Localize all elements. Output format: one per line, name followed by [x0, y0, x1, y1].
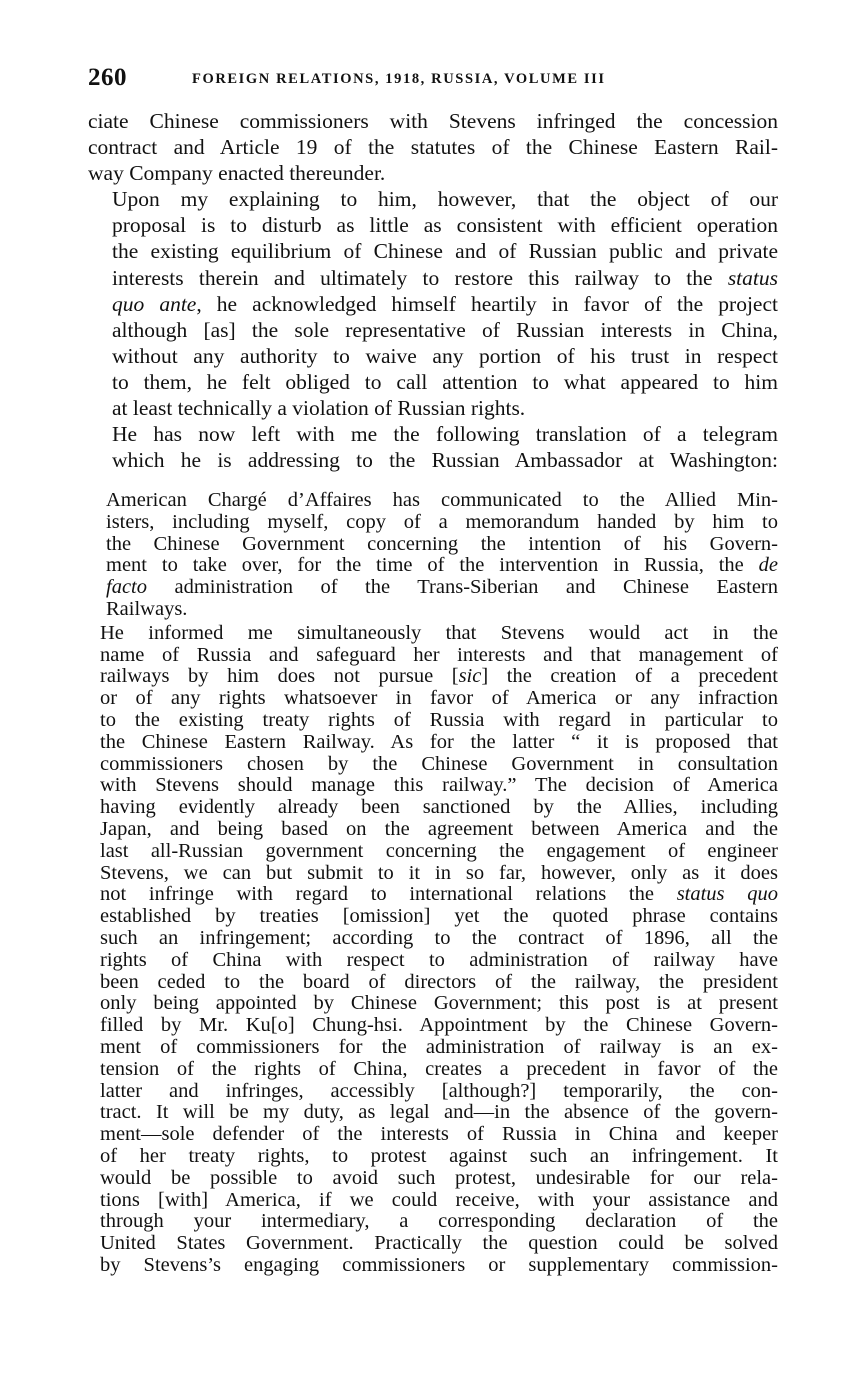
- text-line: facto administration of the Trans-Siberian and Chinese Eastern: [106, 576, 778, 599]
- text-line: proposal is to disturb as little as consistent with efficient operation: [112, 213, 778, 238]
- text-line: without any authority to waive any portion of his trust in respect: [112, 343, 778, 368]
- text-line: quo ante, he acknowledged himself heartily in favor of the project: [112, 291, 778, 316]
- text-line: tions [with] America, if we could receive, with your assistance and: [100, 1188, 778, 1211]
- text-line: rights of China with respect to administration of railway have: [100, 948, 778, 971]
- paragraph-telegram-intro: [88, 421, 778, 473]
- quote-paragraph-2: [76, 623, 778, 1277]
- text-line: name of Russia and safeguard her interests and that management of: [100, 643, 778, 666]
- page-number: 260: [88, 64, 127, 91]
- body-text: [88, 108, 778, 473]
- text-line: ment of commissioners for the administration of railway is an ex-: [100, 1035, 778, 1058]
- text-line: only being appointed by Chinese Government; this post is at present: [100, 992, 778, 1015]
- text-line: Upon my explaining to him, however, that the object of our: [112, 187, 778, 212]
- quote-paragraph-1: [76, 490, 778, 621]
- text-line: Japan, and being based on the agreement between America and the: [100, 817, 778, 840]
- text-line: isters, including myself, copy of a memorandum handed by him to: [106, 510, 778, 533]
- text-line: at least technically a violation of Russian rights.: [112, 396, 526, 421]
- text-line: way Company enacted thereunder.: [88, 161, 386, 186]
- text-line: interests therein and ultimately to restore this railway to the status: [112, 265, 778, 290]
- text-line: to them, he felt obliged to call attention to what appeared to him: [112, 369, 778, 394]
- text-line: the Chinese Government concerning the intention of his Govern-: [106, 532, 778, 555]
- text-line: having evidently already been sanctioned by the Allies, including: [100, 796, 778, 819]
- text-line: such an infringement; according to the contract of 1896, all the: [100, 926, 778, 949]
- text-line: He informed me simultaneously that Stevens would act in the: [100, 621, 778, 644]
- text-line: to the existing treaty rights of Russia with regard in particular to: [100, 708, 778, 731]
- text-line: tension of the rights of China, creates a precedent in favor of the: [100, 1057, 778, 1080]
- text-line: He has now left with me the following translation of a telegram: [112, 422, 778, 447]
- text-line: through your intermediary, a corresponding declaration of the: [100, 1210, 778, 1233]
- text-line: tract. It will be my duty, as legal and—in the absence of the govern-: [100, 1101, 778, 1124]
- text-line: would be possible to avoid such protest, undesirable for our rela-: [100, 1166, 778, 1189]
- text-line: contract and Article 19 of the statutes of the Chinese Eastern Rail-: [88, 135, 778, 160]
- text-line: railways by him does not pursue [sic] the creation of a precedent: [100, 665, 778, 688]
- text-line: American Chargé d’Affaires has communicated to the Allied Min-: [106, 489, 778, 511]
- text-line: been ceded to the board of directors of the railway, the president: [100, 970, 778, 993]
- text-line: last all-Russian government concerning the engagement of engineer: [100, 839, 778, 862]
- text-line: of her treaty rights, to protest against such an infringement. It: [100, 1144, 778, 1167]
- text-line: which he is addressing to the Russian Ambassador at Washington:: [112, 448, 778, 473]
- running-head: [88, 64, 778, 92]
- text-line: commissioners chosen by the Chinese Government in consultation: [100, 752, 778, 775]
- text-line: latter and infringes, accessibly [although?] temporarily, the con-: [100, 1079, 778, 1102]
- running-title: FOREIGN RELATIONS, 1918, RUSSIA, VOLUME III: [192, 71, 606, 87]
- text-line: ment to take over, for the time of the intervention in Russia, the de: [106, 554, 778, 577]
- text-line: although [as] the sole representative of Russian interests in China,: [112, 317, 778, 342]
- paragraph-explanation: [88, 186, 778, 421]
- text-line: or of any rights whatsoever in favor of America or any infraction: [100, 687, 778, 710]
- text-line: established by treaties [omission] yet the quoted phrase contains: [100, 905, 778, 928]
- text-line: ciate Chinese commissioners with Stevens infringed the concession: [88, 109, 778, 133]
- text-line: the Chinese Eastern Railway. As for the latter “ it is proposed that: [100, 730, 778, 753]
- text-line: Stevens, we can but submit to it in so far, however, only as it does: [100, 861, 778, 884]
- paragraph-continuation: [88, 108, 778, 186]
- telegram-quote: [76, 490, 778, 1277]
- text-line: Railways.: [106, 597, 188, 620]
- text-line: United States Government. Practically the question could be solved: [100, 1232, 778, 1255]
- text-line: not infringe with regard to international relations the status quo: [100, 883, 778, 906]
- text-line: by Stevens’s engaging commissioners or supplementary commission-: [100, 1253, 778, 1276]
- text-line: with Stevens should manage this railway.” The decision of America: [100, 774, 778, 797]
- text-line: the existing equilibrium of Chinese and of Russian public and private: [112, 239, 778, 264]
- text-line: filled by Mr. Ku[o] Chung-hsi. Appointment by the Chinese Govern-: [100, 1014, 778, 1037]
- text-line: ment—sole defender of the interests of Russia in China and keeper: [100, 1123, 778, 1146]
